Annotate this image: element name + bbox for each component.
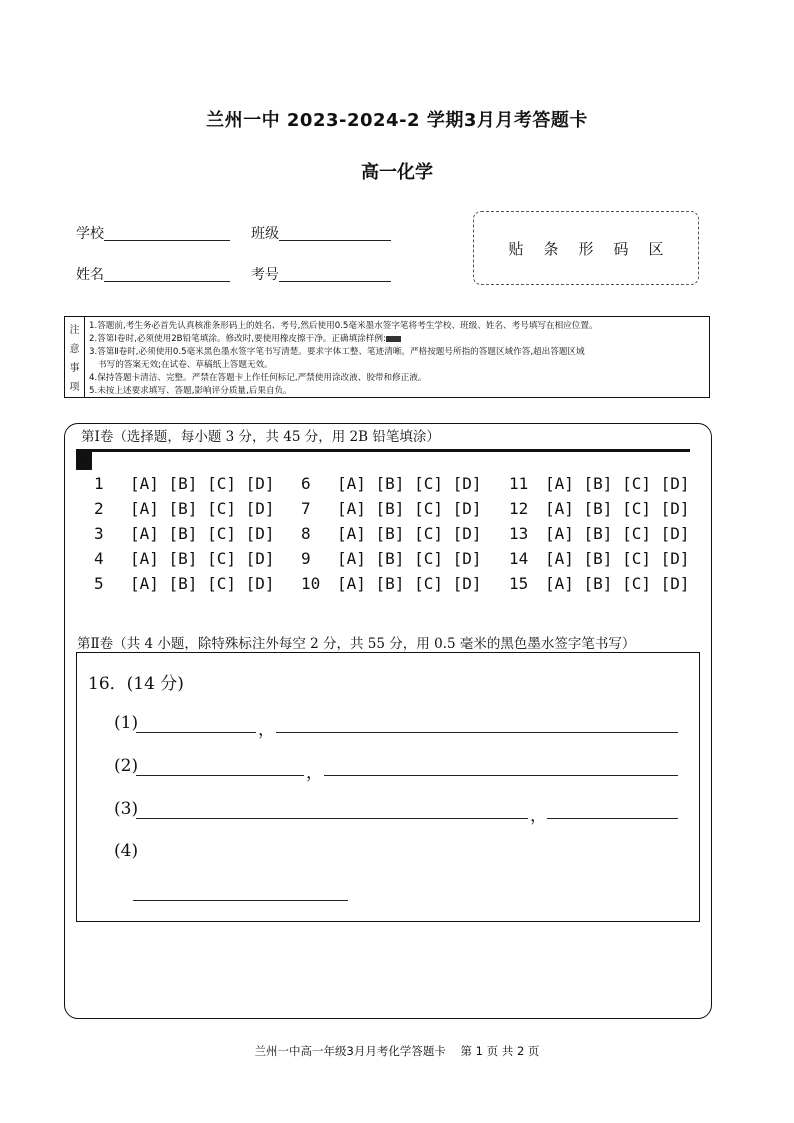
choice-options[interactable]: [A] [B] [C] [D] <box>545 499 690 518</box>
notes-text <box>89 320 705 399</box>
notes-side-label <box>65 317 85 397</box>
choice-options[interactable]: [A] [B] [C] [D] <box>130 549 275 568</box>
answer-blank-4[interactable] <box>133 884 348 901</box>
choice-options[interactable]: [A] [B] [C] [D] <box>130 524 275 543</box>
barcode-area <box>473 211 699 285</box>
question-number: 3 <box>94 524 104 543</box>
choice-options[interactable]: [A] [B] [C] [D] <box>545 549 690 568</box>
question-number: 14 <box>509 549 529 568</box>
question-number: 4 <box>94 549 104 568</box>
note-line: 2.答第Ⅰ卷时,必须使用2B铅笔填涂。修改时,要使用橡皮擦干净。正确填涂样例: <box>89 334 386 345</box>
separator-comma: ， <box>530 806 547 826</box>
question-number: 1 <box>94 474 104 493</box>
question-number: 5 <box>94 574 104 593</box>
notes-side-char: 项 <box>69 382 80 393</box>
notes-side-char: 注 <box>69 325 80 336</box>
answer-blank-1b[interactable] <box>276 716 678 733</box>
class-label: 班级 <box>251 226 279 242</box>
note-line: 1.答题前,考生务必首先认真核准条形码上的姓名、考号,然后使用0.5毫米墨水签字笔将考生学校、班级、姓名、考号填写在相应位置。 <box>89 321 598 331</box>
page-footer: 兰州一中高一年级3月月考化学答题卡 第 1 页 共 2 页 <box>254 1044 540 1058</box>
note-line: 3.答第Ⅱ卷时,必须使用0.5毫米黑色墨水签字笔书写清楚。要求字体工整、笔迹清晰。严格按题号所指的答题区域作答,超出答题区域 <box>89 347 585 358</box>
notes-side-char: 意 <box>69 344 80 355</box>
choice-options[interactable]: [A] [B] [C] [D] <box>337 574 482 593</box>
separator-comma: ， <box>306 763 323 783</box>
choice-options[interactable]: [A] [B] [C] [D] <box>130 474 275 493</box>
question-number: 11 <box>509 474 529 493</box>
question-16-heading: 16．(14 分) <box>88 674 184 694</box>
section2-title: 第Ⅱ卷（共 4 小题，除特殊标注外每空 2 分，共 55 分，用 0.5 毫米的黑色墨水签字笔书写） <box>77 636 636 652</box>
choice-options[interactable]: [A] [B] [C] [D] <box>545 574 690 593</box>
note-line: 4.保持答题卡清洁、完整。严禁在答题卡上作任何标记,严禁使用涂改液、胶带和修正液。 <box>89 373 427 384</box>
answer-blank-3b[interactable] <box>547 802 678 819</box>
name-label: 姓名 <box>76 267 104 283</box>
question-number: 8 <box>301 524 311 543</box>
exam-no-label: 考号 <box>251 267 279 283</box>
choice-options[interactable]: [A] [B] [C] [D] <box>130 574 275 593</box>
page-title: 兰州一中 2023-2024-2 学期3月月考答题卡 <box>206 110 588 131</box>
positioning-mark <box>76 450 92 470</box>
separator-comma: ， <box>258 720 275 740</box>
notes-side-char: 事 <box>69 363 80 374</box>
choice-options[interactable]: [A] [B] [C] [D] <box>337 474 482 493</box>
question-number: 12 <box>509 499 529 518</box>
part-3-label: (3) <box>114 799 139 819</box>
choice-options[interactable]: [A] [B] [C] [D] <box>337 499 482 518</box>
section1-title: 第Ⅰ卷（选择题，每小题 3 分，共 45 分，用 2B 铅笔填涂） <box>81 429 440 445</box>
part-2-label: (2) <box>114 756 139 776</box>
part-1-label: (1) <box>114 713 139 733</box>
question-number: 13 <box>509 524 529 543</box>
notes-box <box>64 316 710 398</box>
answer-blank-2b[interactable] <box>324 759 678 776</box>
page-subtitle: 高一化学 <box>361 162 433 183</box>
barcode-label: 贴条形码区 <box>508 239 684 258</box>
note-line-2 <box>89 333 705 346</box>
question-number: 10 <box>301 574 321 593</box>
exam-no-field[interactable] <box>279 265 391 282</box>
choice-options[interactable]: [A] [B] [C] [D] <box>545 524 690 543</box>
note-line: 书写的答案无效;在试卷、草稿纸上答题无效。 <box>98 360 273 371</box>
choice-options[interactable]: [A] [B] [C] [D] <box>130 499 275 518</box>
section1-rule <box>76 449 690 452</box>
question-number: 15 <box>509 574 529 593</box>
question-number: 2 <box>94 499 104 518</box>
name-field[interactable] <box>104 265 230 282</box>
answer-blank-1a[interactable] <box>136 716 256 733</box>
answer-blank-3a[interactable] <box>136 802 528 819</box>
choice-options[interactable]: [A] [B] [C] [D] <box>337 524 482 543</box>
school-label: 学校 <box>76 226 104 242</box>
school-field[interactable] <box>104 224 230 241</box>
part-4-label: (4) <box>114 841 139 861</box>
fill-sample-mark <box>386 336 401 342</box>
choice-options[interactable]: [A] [B] [C] [D] <box>545 474 690 493</box>
answer-blank-2a[interactable] <box>136 759 304 776</box>
question-number: 7 <box>301 499 311 518</box>
question-number: 6 <box>301 474 311 493</box>
note-line: 5.未按上述要求填写、答题,影响评分质量,后果自负。 <box>89 386 292 397</box>
class-field[interactable] <box>279 224 391 241</box>
choice-options[interactable]: [A] [B] [C] [D] <box>337 549 482 568</box>
question-number: 9 <box>301 549 311 568</box>
